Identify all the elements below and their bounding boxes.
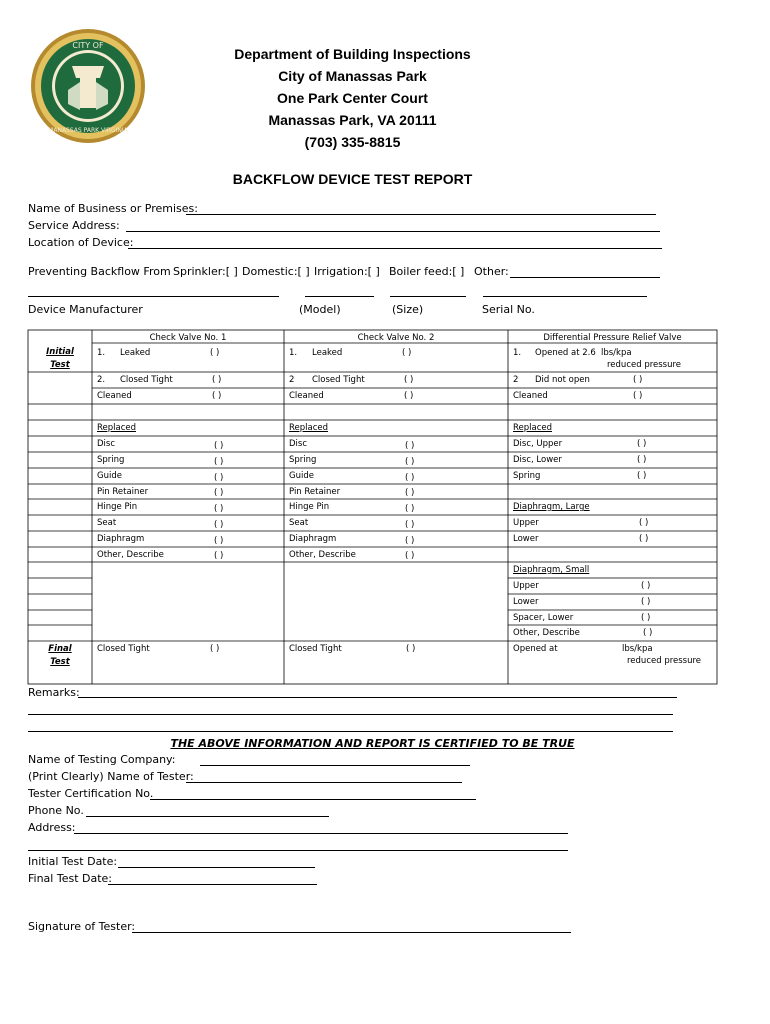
initial-date-input-line[interactable]	[118, 867, 315, 868]
address-input-line-2[interactable]	[28, 850, 568, 851]
col-header-relief-valve: Differential Pressure Relief Valve	[543, 333, 682, 343]
size-label: (Size)	[392, 303, 424, 316]
preventing-label: Preventing Backflow From	[28, 265, 171, 278]
rv-check-disc-upper[interactable]: ( )	[637, 439, 647, 449]
cv2-part-diaphragm: Diaphragm	[289, 534, 337, 544]
cv2-leaked-check[interactable]: ( )	[402, 348, 412, 358]
city-name: City of Manassas Park	[278, 68, 427, 84]
cv2-num-2: 2	[289, 375, 295, 385]
cv2-check-other[interactable]: ( )	[405, 551, 415, 562]
cv1-cleaned-label: Cleaned	[97, 391, 132, 401]
seal-text-bottom: MANASSAS PARK VIRGINIA	[48, 127, 128, 134]
signature-input-line[interactable]	[132, 932, 571, 933]
cv1-leaked-label: Leaked	[120, 348, 151, 358]
remarks-line-1[interactable]	[78, 697, 677, 698]
cv1-cleaned-check[interactable]: ( )	[212, 391, 222, 401]
rv-replaced-header: Replaced	[513, 423, 553, 433]
address-input-line-1[interactable]	[74, 833, 568, 834]
tester-label: (Print Clearly) Name of Tester:	[28, 770, 194, 783]
rv-small-upper-check[interactable]: ( )	[641, 581, 651, 591]
location-label: Location of Device:	[28, 236, 134, 249]
address-label: Address:	[28, 821, 76, 834]
rv-other-describe-check[interactable]: ( )	[643, 628, 653, 638]
cv2-final-check[interactable]: ( )	[406, 644, 416, 654]
street-address: One Park Center Court	[277, 90, 428, 106]
rv-num-1: 1.	[513, 348, 522, 358]
cv2-cleaned-check[interactable]: ( )	[404, 391, 414, 401]
phone-label: Phone No.	[28, 804, 84, 817]
cv1-check-disc[interactable]: ( )	[214, 441, 224, 451]
cv1-part-diaphragm: Diaphragm	[97, 534, 145, 544]
cv2-part-disc: Disc	[289, 439, 308, 449]
rv-lbs-kpa: lbs/kpa	[601, 348, 632, 358]
cv2-check-seat[interactable]: ( )	[405, 519, 415, 530]
cv2-leaked-label: Leaked	[312, 348, 343, 358]
rv-final-opened-at: Opened at	[513, 644, 558, 654]
cv1-part-hinge-pin: Hinge Pin	[97, 502, 138, 512]
rv-check-spring[interactable]: ( )	[637, 471, 647, 481]
cv2-part-other: Other, Describe	[289, 550, 356, 560]
cv1-check-seat[interactable]: ( )	[214, 519, 224, 530]
phone-input-line[interactable]	[86, 816, 329, 817]
cv2-final-closed-tight: Closed Tight	[289, 644, 342, 654]
cv1-part-disc: Disc	[97, 439, 116, 449]
report-title: BACKFLOW DEVICE TEST REPORT	[232, 171, 473, 187]
rv-diaphragm-small-header: Diaphragm, Small	[513, 565, 590, 575]
cv1-final-check[interactable]: ( )	[210, 644, 220, 654]
rv-part-spring: Spring	[513, 471, 541, 481]
remarks-line-3[interactable]	[28, 731, 673, 732]
col-header-check-valve-1: Check Valve No. 1	[149, 333, 227, 343]
cv1-part-checks[interactable]	[214, 439, 223, 565]
cv2-num-1: 1.	[289, 348, 298, 358]
cv1-part-seat: Seat	[97, 518, 117, 528]
business-label: Name of Business or Premises:	[28, 202, 198, 215]
initial-date-label: Initial Test Date:	[28, 855, 118, 868]
rv-part-disc-upper: Disc, Upper	[513, 439, 563, 449]
col-header-check-valve-2: Check Valve No. 2	[357, 333, 435, 343]
cv1-leaked-check[interactable]: ( )	[210, 348, 220, 358]
final-date-label: Final Test Date:	[28, 872, 113, 885]
cv2-closed-tight-check[interactable]: ( )	[404, 375, 414, 385]
other-label: Other:	[474, 265, 509, 278]
final-test-label: Test	[50, 657, 70, 667]
rv-did-not-open-label: Did not open	[535, 375, 590, 385]
rv-diaphragm-large-header: Diaphragm, Large	[513, 502, 590, 512]
sprinkler-checkbox[interactable]: Sprinkler:[ ]	[173, 265, 238, 278]
dept-name: Department of Building Inspections	[234, 46, 471, 62]
company-label: Name of Testing Company:	[28, 753, 176, 766]
rv-part-disc-lower: Disc, Lower	[513, 455, 562, 465]
rv-reduced-pressure: reduced pressure	[607, 360, 682, 370]
rv-small-lower: Lower	[513, 597, 539, 607]
service-label: Service Address:	[28, 219, 120, 232]
rv-cleaned-check[interactable]: ( )	[633, 391, 643, 401]
phone-number: (703) 335-8815	[304, 134, 401, 150]
cv2-check-guide[interactable]: ( )	[405, 472, 415, 483]
cv1-check-pin-retainer[interactable]: ( )	[214, 488, 224, 499]
rv-did-not-open-check[interactable]: ( )	[633, 375, 643, 385]
cv1-check-guide[interactable]: ( )	[214, 472, 224, 483]
cv2-part-guide: Guide	[289, 471, 314, 481]
cert-label: Tester Certification No.	[28, 787, 154, 800]
rv-opened-label: Opened at 2.6	[535, 348, 596, 358]
serial-label: Serial No.	[482, 303, 535, 316]
cv1-check-spring[interactable]: ( )	[214, 456, 224, 467]
cv1-num-2: 2.	[97, 375, 106, 385]
cv2-check-hinge-pin[interactable]: ( )	[405, 504, 415, 514]
cv1-final-closed-tight: Closed Tight	[97, 644, 150, 654]
cv1-check-diaphragm[interactable]: ( )	[214, 535, 224, 546]
cv1-part-spring: Spring	[97, 455, 125, 465]
company-input-line[interactable]	[200, 765, 470, 766]
rv-final-reduced-pressure: reduced pressure	[627, 656, 702, 666]
rv-spacer-lower: Spacer, Lower	[513, 613, 574, 623]
tester-input-line[interactable]	[186, 782, 462, 783]
rv-cleaned-label: Cleaned	[513, 391, 548, 401]
cv2-part-hinge-pin: Hinge Pin	[289, 502, 330, 512]
cv2-check-disc[interactable]: ( )	[405, 441, 415, 451]
domestic-checkbox[interactable]: Domestic:[ ]	[242, 265, 310, 278]
rv-large-lower: Lower	[513, 534, 539, 544]
rv-num-2: 2	[513, 375, 519, 385]
cv1-part-guide: Guide	[97, 471, 122, 481]
city-state-zip: Manassas Park, VA 20111	[268, 112, 437, 128]
cv2-replaced-header: Replaced	[289, 423, 329, 433]
cv2-cleaned-label: Cleaned	[289, 391, 324, 401]
rv-large-upper-check[interactable]: ( )	[639, 518, 649, 528]
cv2-part-pin-retainer: Pin Retainer	[289, 487, 341, 497]
rv-check-disc-lower[interactable]: ( )	[637, 455, 647, 465]
cv1-replaced-header: Replaced	[97, 423, 137, 433]
cv1-part-pin-retainer: Pin Retainer	[97, 487, 149, 497]
model-label: (Model)	[299, 303, 341, 316]
rv-large-upper: Upper	[513, 518, 539, 528]
initial-test-label: Test	[50, 360, 70, 370]
final-label: Final	[48, 644, 72, 654]
rv-spacer-lower-check[interactable]: ( )	[641, 613, 651, 623]
rv-final-lbs-kpa: lbs/kpa	[622, 644, 653, 654]
cv2-check-spring[interactable]: ( )	[405, 456, 415, 467]
manufacturer-label: Device Manufacturer	[28, 303, 143, 316]
remarks-label: Remarks:	[28, 686, 80, 699]
cert-input-line[interactable]	[150, 799, 476, 800]
cv2-part-seat: Seat	[289, 518, 309, 528]
irrigation-checkbox[interactable]: Irrigation:[ ]	[314, 265, 380, 278]
cv2-check-pin-retainer[interactable]: ( )	[405, 488, 415, 499]
cv1-closed-tight-check[interactable]: ( )	[212, 375, 222, 385]
initial-label: Initial	[46, 347, 74, 357]
remarks-line-2[interactable]	[28, 714, 673, 715]
cv1-part-other: Other, Describe	[97, 550, 164, 560]
certification-statement: THE ABOVE INFORMATION AND REPORT IS CERTIFIED TO BE TRUE	[170, 737, 575, 750]
boiler-checkbox[interactable]: Boiler feed:[ ]	[389, 265, 465, 278]
cv1-closed-tight-label: Closed Tight	[120, 375, 173, 385]
final-date-input-line[interactable]	[108, 884, 317, 885]
signature-label: Signature of Tester:	[28, 920, 136, 933]
cv1-check-hinge-pin[interactable]: ( )	[214, 504, 224, 514]
cv1-num-1: 1.	[97, 348, 106, 358]
cv2-closed-tight-label: Closed Tight	[312, 375, 365, 385]
cv2-part-checks[interactable]	[405, 439, 414, 565]
cv2-check-diaphragm[interactable]: ( )	[405, 535, 415, 546]
rv-small-lower-check[interactable]: ( )	[641, 597, 651, 607]
rv-small-upper: Upper	[513, 581, 539, 591]
cv2-part-spring: Spring	[289, 455, 317, 465]
cv1-check-other[interactable]: ( )	[214, 551, 224, 562]
seal-text-top: CITY OF	[72, 41, 104, 50]
rv-large-lower-check[interactable]: ( )	[639, 534, 649, 544]
rv-other-describe: Other, Describe	[513, 628, 580, 638]
